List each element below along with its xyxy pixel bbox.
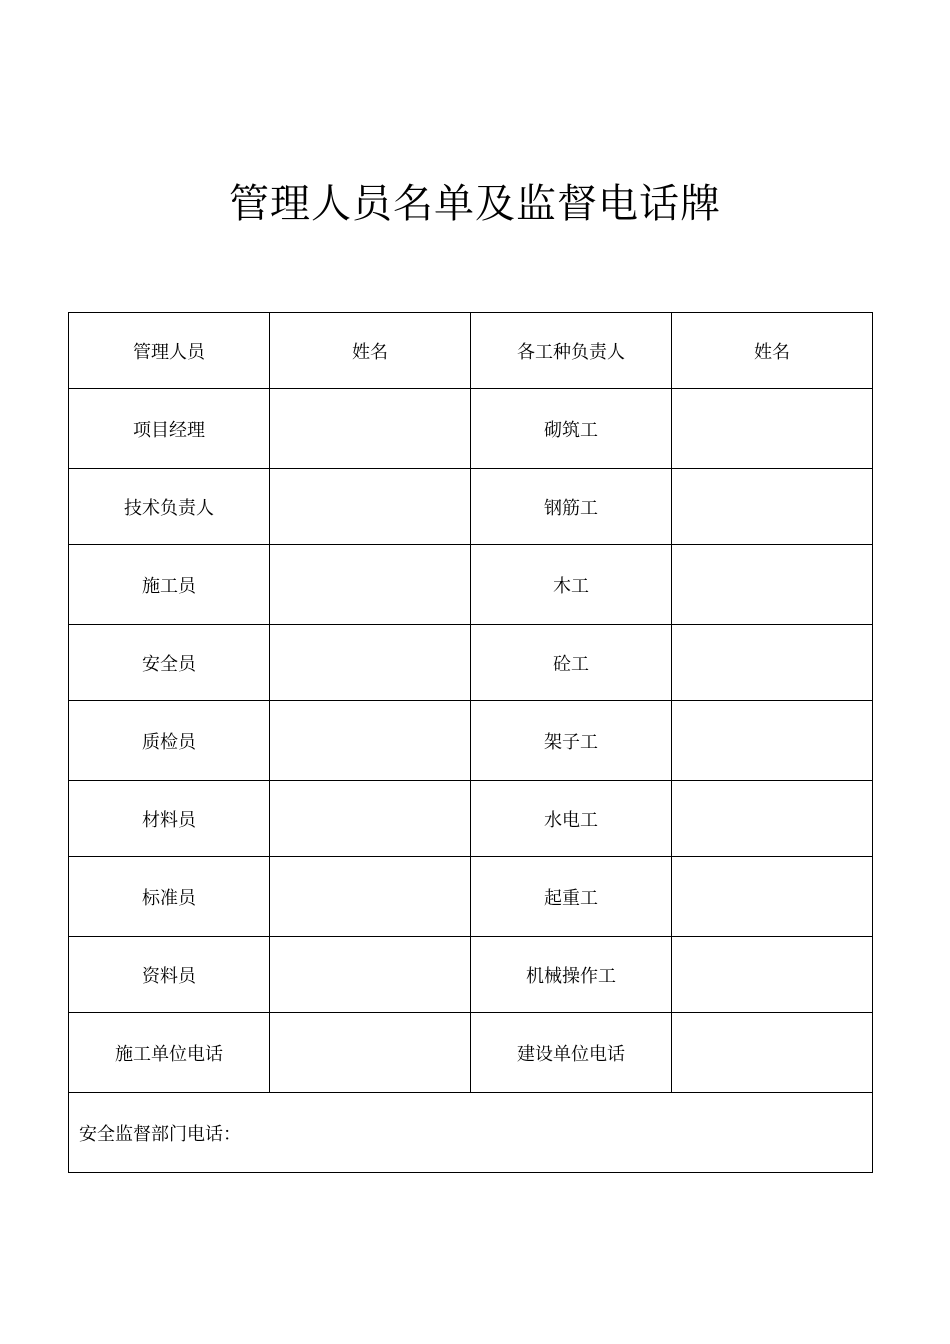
header-trade-lead: 各工种负责人 xyxy=(471,313,672,389)
table-row xyxy=(69,781,873,857)
role-name-cell[interactable] xyxy=(270,469,471,545)
trade-cell: 建设单位电话 xyxy=(471,1013,672,1093)
page-title: 管理人员名单及监督电话牌 xyxy=(229,181,721,227)
table-row xyxy=(69,1013,873,1093)
role-name-cell[interactable] xyxy=(270,857,471,937)
trade-cell: 起重工 xyxy=(471,857,672,937)
roster-table xyxy=(68,312,873,1173)
trade-name-cell[interactable] xyxy=(672,1013,873,1093)
role-cell: 施工员 xyxy=(69,545,270,625)
trade-name-cell[interactable] xyxy=(672,781,873,857)
role-cell: 资料员 xyxy=(69,937,270,1013)
trade-name-cell[interactable] xyxy=(672,469,873,545)
supervision-phone-cell[interactable] xyxy=(69,1093,873,1173)
table-row xyxy=(69,701,873,781)
table-row xyxy=(69,937,873,1013)
role-cell: 技术负责人 xyxy=(69,469,270,545)
header-name-1: 姓名 xyxy=(270,313,471,389)
role-cell: 安全员 xyxy=(69,625,270,701)
role-name-cell[interactable] xyxy=(270,545,471,625)
trade-cell: 砼工 xyxy=(471,625,672,701)
trade-name-cell[interactable] xyxy=(672,701,873,781)
footer-row xyxy=(69,1093,873,1173)
table-row xyxy=(69,857,873,937)
role-name-cell[interactable] xyxy=(270,625,471,701)
role-cell: 施工单位电话 xyxy=(69,1013,270,1093)
trade-cell: 木工 xyxy=(471,545,672,625)
role-cell: 标准员 xyxy=(69,857,270,937)
role-name-cell[interactable] xyxy=(270,937,471,1013)
header-management: 管理人员 xyxy=(69,313,270,389)
trade-name-cell[interactable] xyxy=(672,389,873,469)
trade-cell: 钢筋工 xyxy=(471,469,672,545)
supervision-phone-label: 安全监督部门电话： xyxy=(79,1123,241,1145)
role-name-cell[interactable] xyxy=(270,1013,471,1093)
role-cell: 材料员 xyxy=(69,781,270,857)
role-name-cell[interactable] xyxy=(270,781,471,857)
table-row xyxy=(69,625,873,701)
table-header-row xyxy=(69,313,873,389)
role-name-cell[interactable] xyxy=(270,389,471,469)
table-row xyxy=(69,389,873,469)
header-name-2: 姓名 xyxy=(672,313,873,389)
trade-cell: 架子工 xyxy=(471,701,672,781)
trade-cell: 机械操作工 xyxy=(471,937,672,1013)
trade-name-cell[interactable] xyxy=(672,625,873,701)
trade-name-cell[interactable] xyxy=(672,857,873,937)
table-row xyxy=(69,469,873,545)
role-cell: 项目经理 xyxy=(69,389,270,469)
trade-name-cell[interactable] xyxy=(672,545,873,625)
role-name-cell[interactable] xyxy=(270,701,471,781)
table-row xyxy=(69,545,873,625)
trade-name-cell[interactable] xyxy=(672,937,873,1013)
trade-cell: 砌筑工 xyxy=(471,389,672,469)
role-cell: 质检员 xyxy=(69,701,270,781)
trade-cell: 水电工 xyxy=(471,781,672,857)
